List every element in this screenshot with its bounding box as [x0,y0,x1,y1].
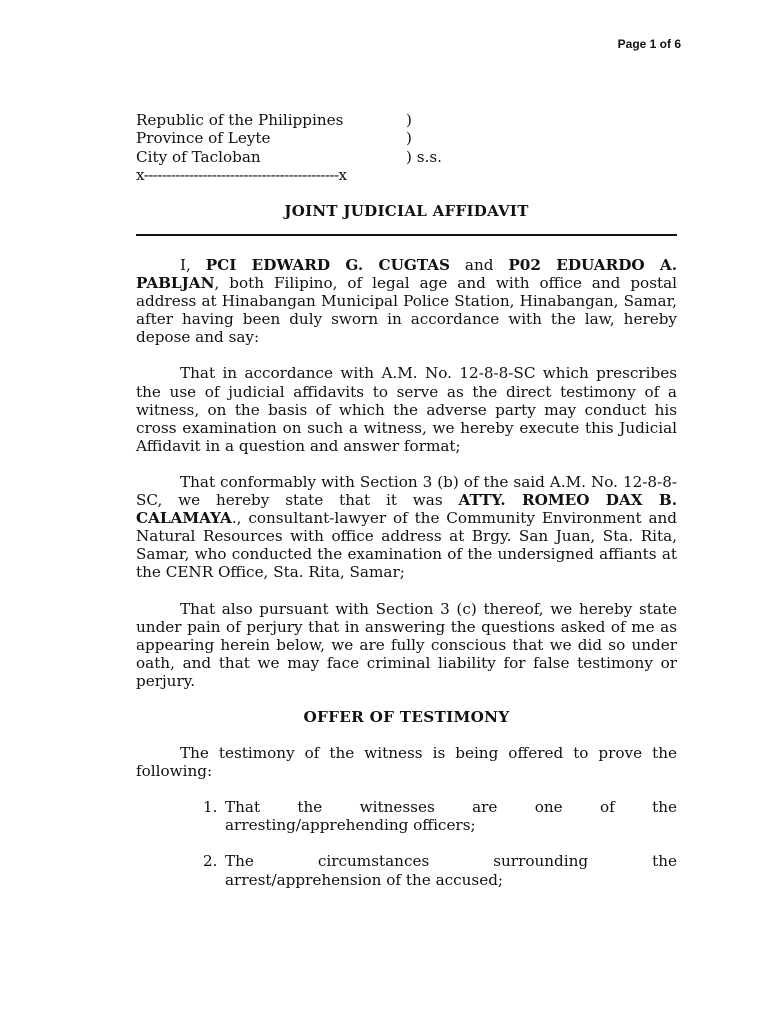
text: and [450,256,509,274]
text: ., consultant-lawyer of the Community Environment and Natural Resources with office address at Brgy. San Juan, Sta. Rita, Samar, who conducted the examination of the undersigned affiants at the CENR Office, Sta. Rita, Samar; [136,509,677,582]
title-underline [136,234,677,236]
caption-mark: ) s.s. [406,147,442,166]
offer-list [136,798,677,888]
list-number: 1. [203,798,218,817]
text: , both Filipino, of legal age and with office and postal address at Hinabangan Municipal Police Station, Hinabangan, Samar, after having been duly sworn in accordance with the law, hereby depose and say: [136,274,677,347]
paragraph-examiner [136,473,677,582]
list-text-line: arrest/apprehension of the accused; [225,870,504,889]
caption-line [136,129,442,147]
caption-divider: x-------------------------------------------x [136,165,347,184]
text: That conformably with Section 3 (b) of the said A.M. No. 12-8-8-SC, we hereby state that it was [136,472,677,510]
examiner-name: ATTY. ROMEO DAX B. CALAMAYA [136,491,677,528]
document-title: JOINT JUDICIAL AFFIDAVIT [284,202,529,220]
venue-caption [136,111,442,184]
caption-mark: ) [406,111,412,129]
affidavit-body [136,256,677,907]
paragraph-oath: That also pursuant with Section 3 (c) thereof, we hereby state under pain of perjury that in answering the questions asked of me as appearing herein below, we are fully conscious that we did so under oath, and that we may face criminal liability for false testimony or perjury. [136,599,677,690]
caption-mark: ) [406,129,412,148]
page-number: Page 1 of 6 [617,37,681,51]
list-text-line: arresting/apprehending officers; [225,816,476,835]
list-number: 2. [203,852,218,871]
section-heading: OFFER OF TESTIMONY [303,707,510,726]
paragraph-legal-basis: That in accordance with A.M. No. 12-8-8-SC which prescribes the use of judicial affidavits to serve as the direct testimony of a witness, on the basis of which the adverse party may conduct his cross examination on such a witness, we hereby execute this Judicial Affidavit in a question and answer format; [136,364,677,455]
caption-line [136,111,442,129]
caption-place: Republic of the Philippines [136,111,344,129]
offer-intro: The testimony of the witness is being offered to prove the following: [136,744,677,781]
text: I, [180,256,206,274]
paragraph-affiants [136,256,677,346]
list-text-line: That the witnesses are one of the [225,798,677,817]
list-text-line: The circumstances surrounding the [225,852,677,871]
caption-place: Province of Leyte [136,129,271,148]
caption-line [136,148,442,166]
list-item [136,852,677,888]
caption-place: City of Tacloban [136,147,261,166]
affiant-name: P02 EDUARDO A. PABLJAN [136,256,678,293]
list-item [136,798,677,834]
affiant-name: PCI EDWARD G. CUGTAS [205,256,451,274]
